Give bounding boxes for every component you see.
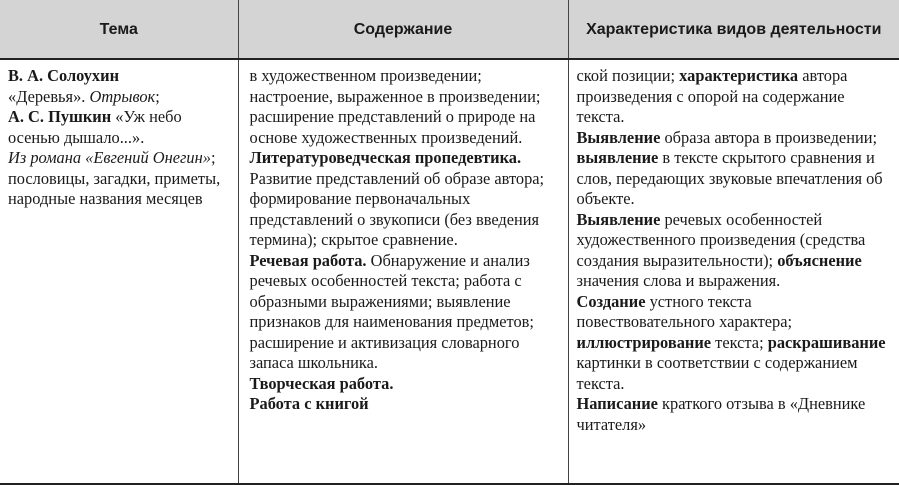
activity-verb: Выявление: [576, 127, 661, 147]
section-title: Творческая работа.: [249, 373, 394, 393]
work-pushkin: «Уж небо осенью дышало...».: [8, 107, 182, 147]
activity-text: в тексте скрытого сравнения и слов, передающих звуковые впечатления об объекте.: [576, 148, 883, 208]
section-text: Развитие представлений об образе автора; формирование первоначальных представлений о звукописи (без введения термина); скрытое сравнение.: [249, 168, 545, 249]
content-paragraph: [250, 148, 552, 251]
activity-text: ской позиции;: [576, 66, 680, 85]
content-paragraph: в художественном произведении; настроение, выраженное в произведении; расширение представлений о природе на основе художественных произведений.: [249, 66, 541, 147]
activity-text: речевых особенностей художественного произведения (средства создания выразительности);: [576, 209, 866, 270]
content-paragraph: [250, 251, 552, 374]
work-trees: «Деревья»: [8, 86, 82, 106]
content-cell: [238, 59, 568, 484]
header-content: Содержание: [238, 0, 568, 59]
activities-cell: [568, 59, 899, 484]
activity-paragraph: [577, 394, 888, 435]
activity-text: устного текста повествовательного характера;: [576, 291, 793, 331]
activity-text: значения слова и выражения.: [576, 271, 781, 290]
activity-verb: раскрашивание: [767, 332, 886, 352]
activity-text: текста;: [711, 332, 768, 352]
author-soloukhin: В. А. Солоухин: [8, 66, 120, 85]
topic-rest: ; пословицы, загадки, приметы, народные названия месяцев: [8, 148, 221, 208]
header-activities: Характеристика видов деятельности: [568, 0, 899, 59]
content-paragraph: [250, 374, 552, 395]
activity-paragraph: [577, 128, 888, 210]
punct: ;: [155, 86, 160, 106]
header-row: [0, 0, 899, 59]
activity-verb: Написание: [576, 394, 658, 413]
activity-verb: Выявление: [576, 209, 661, 229]
author-pushkin: А. С. Пушкин: [8, 107, 112, 126]
activity-verb: объяснение: [777, 250, 862, 270]
excerpt-label: Отрывок: [89, 86, 156, 106]
content-paragraph: [250, 394, 552, 415]
activity-verb: иллюстрирование: [576, 332, 712, 352]
activity-text: картинки в соответствии с содержанием текста.: [576, 353, 858, 393]
topic-cell: [0, 59, 238, 484]
section-title: Литературоведческая пропедевтика.: [249, 148, 522, 167]
from-novel: Из романа «Евгений Онегин»: [8, 148, 211, 167]
activity-verb: характеристика: [679, 66, 799, 85]
activity-paragraph: [577, 210, 888, 292]
activity-paragraph: [577, 292, 888, 395]
section-title: Работа с книгой: [249, 394, 369, 413]
activity-paragraph: [577, 66, 888, 128]
table-row: [0, 59, 899, 484]
section-title: Речевая работа.: [249, 250, 367, 270]
activity-verb: выявление: [576, 148, 659, 167]
activity-text: автора произведения с опорой на содержание текста.: [576, 66, 848, 126]
activity-verb: Создание: [576, 291, 646, 311]
activity-text: образа автора в произведении;: [660, 127, 878, 147]
punct: .: [81, 86, 90, 106]
section-text: Обнаружение и анализ речевых особенностей текста; работа с образными выражениями; выявление признаков для наименования предметов; расширение и активизация словарного запаса школьника.: [249, 250, 534, 372]
header-topic: Тема: [0, 0, 238, 59]
activity-text: краткого отзыва в «Дневнике читателя»: [576, 394, 866, 434]
